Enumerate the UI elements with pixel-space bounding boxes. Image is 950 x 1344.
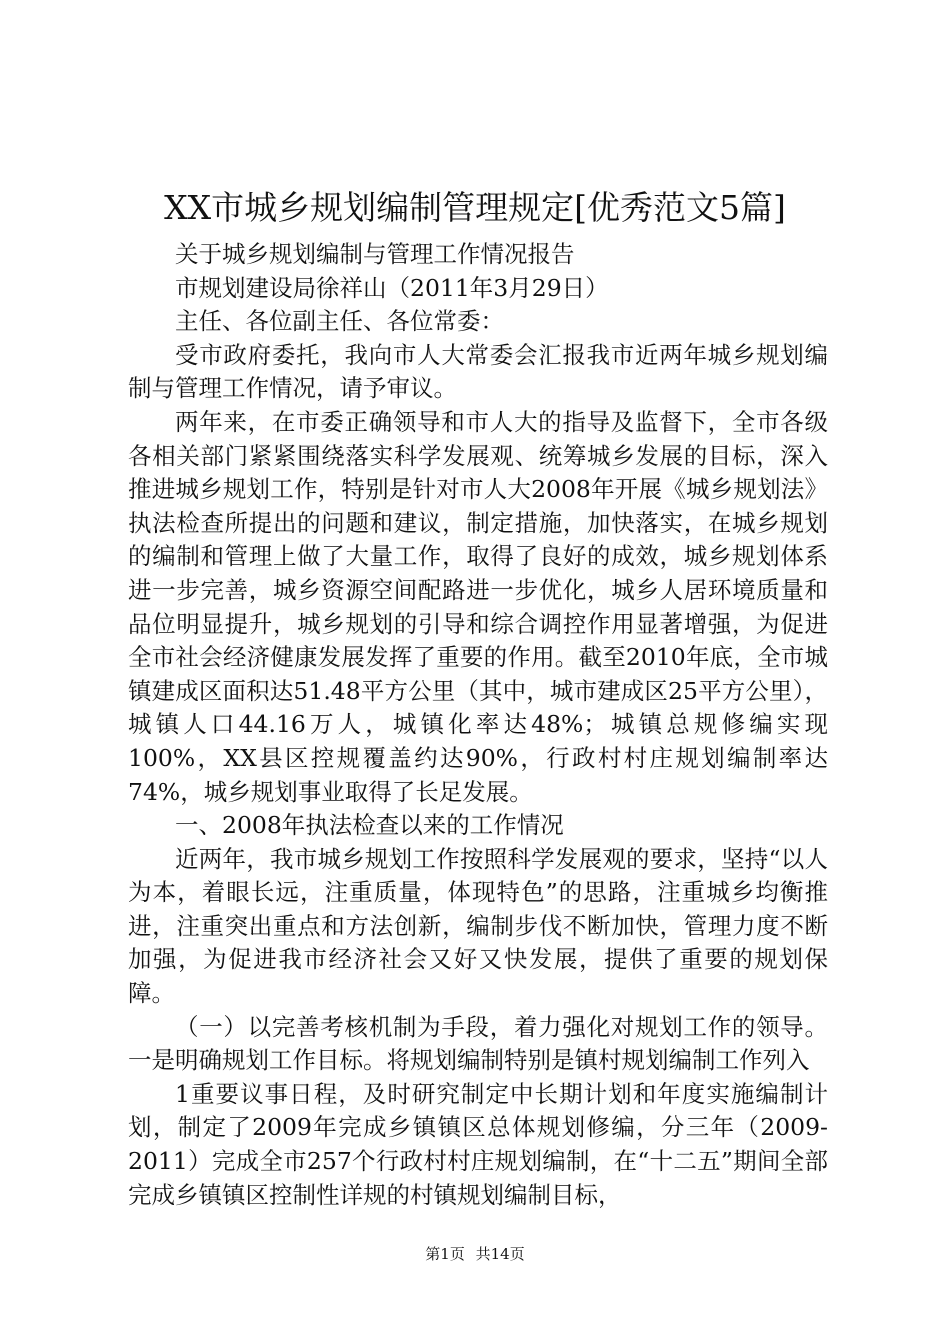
report-heading: 关于城乡规划编制与管理工作情况报告	[175, 240, 575, 268]
salutation: 主任、各位副主任、各位常委：	[175, 307, 504, 336]
section-heading: 一、2008年执法检查以来的工作情况	[175, 811, 564, 840]
document-title: XX市城乡规划编制管理规定[优秀范文5篇]	[164, 188, 786, 227]
body-paragraph: 1重要议事日程，及时研究制定中长期计划和年度实施编制计划，制定了2009年完成乡镇镇区总体规划修编，分三年（2009-2011）完成全市257个行政村村庄规划编制，在“十二五”期间全部完成乡镇镇区控制性详规的村镇规划编制目标，	[128, 1079, 828, 1209]
body-paragraph: 近两年，我市城乡规划工作按照科学发展观的要求，坚持“以人为本，着眼长远，注重质量，体现特色”的思路，注重城乡均衡推进，注重突出重点和方法创新，编制步伐不断加快，管理力度不断加强，为促进我市经济社会又好又快发展，提供了重要的规划保障。	[128, 844, 828, 1008]
report-author: 市规划建设局徐祥山（2011年3月29日）	[175, 273, 609, 302]
document-body	[128, 238, 828, 1212]
body-paragraph: 受市政府委托，我向市人大常委会汇报我市近两年城乡规划编制与管理工作情况，请予审议。	[128, 340, 828, 403]
body-paragraph: （一）以完善考核机制为手段，着力强化对规划工作的领导。一是明确规划工作目标。将规划编制特别是镇村规划编制工作列入	[128, 1012, 828, 1075]
page-number: 第1页	[425, 1245, 465, 1263]
body-paragraph: 两年来，在市委正确领导和市人大的指导及监督下，全市各级各相关部门紧紧围绕落实科学发展观、统筹城乡发展的目标，深入推进城乡规划工作，特别是针对市人大2008年开展《城乡规划法》执法检查所提出的问题和建议，制定措施，加快落实，在城乡规划的编制和管理上做了大量工作，取得了良好的成效，城乡规划体系进一步完善，城乡资源空间配路进一步优化，城乡人居环境质量和品位明显提升，城乡规划的引导和综合调控作用显著增强，为促进全市社会经济健康发展发挥了重要的作用。截至2010年底，全市城镇建成区面积达51.48平方公里（其中，城市建成区25平方公里），城镇人口44.16万人，城镇化率达48%；城镇总规修编实现100%，XX县区控规覆盖约达90%，行政村村庄规划编制率达74%，城乡规划事业取得了长足发展。	[128, 407, 828, 806]
page-total: 共14页	[475, 1245, 525, 1263]
page-footer	[0, 1244, 950, 1264]
